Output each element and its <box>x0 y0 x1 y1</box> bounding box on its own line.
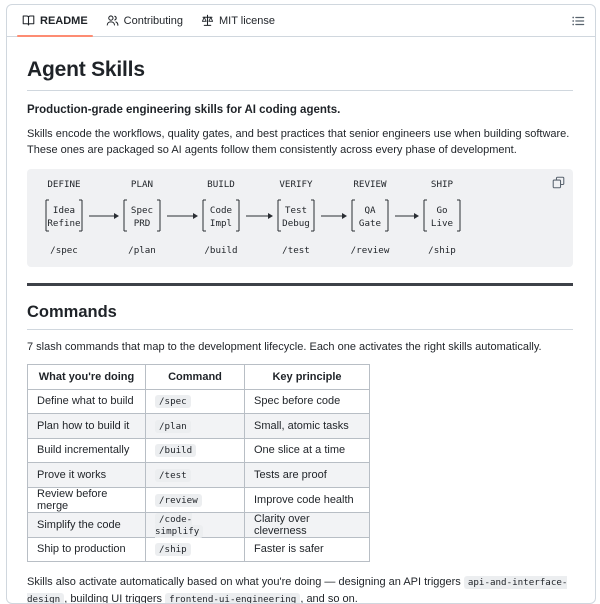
readme-panel <box>6 4 596 604</box>
tab-contributing-label: Contributing <box>123 14 183 27</box>
phase-box-line: Go <box>436 205 448 216</box>
phase-box-line: QA <box>364 205 376 216</box>
table-row <box>28 389 370 414</box>
phase-label: DEFINE <box>47 179 81 190</box>
commands-table <box>27 364 370 562</box>
description-paragraph: Skills encode the workflows, quality gates, and best practices that senior engineers use when building software. These ones are packaged so AI agents follow them consistently across every phase of development. <box>27 128 570 156</box>
principle-cell: Tests are proof <box>245 463 370 488</box>
activity-cell: Prove it works <box>28 463 146 488</box>
command-cell <box>146 487 245 512</box>
copy-icon[interactable] <box>552 176 565 189</box>
table-row <box>28 512 370 537</box>
skill-code-api: api-and-interface-design <box>27 577 568 604</box>
command-cell <box>146 438 245 463</box>
phase-box-line: Spec <box>130 205 154 216</box>
command-code: /test <box>155 469 191 482</box>
outro-text-1: Skills also activate automatically based on what you're doing — designing an API triggers <box>27 576 464 588</box>
column-header-activity: What you're doing <box>28 365 146 390</box>
command-cell <box>146 463 245 488</box>
lead-paragraph: Production-grade engineering skills for AI coding agents. <box>27 104 341 116</box>
phase-command: /build <box>204 245 238 256</box>
skill-code-frontend: frontend-ui-engineering <box>165 593 300 604</box>
flow-arrow-head <box>193 213 198 219</box>
commands-intro: 7 slash commands that map to the development lifecycle. Each one activates the right skills automatically. <box>27 341 542 353</box>
phase-box-line: Test <box>284 205 308 216</box>
command-cell <box>146 414 245 439</box>
flow-arrow-head <box>414 213 419 219</box>
auto-activation-paragraph <box>27 574 573 604</box>
law-scale-icon <box>201 14 214 27</box>
activity-cell: Ship to production <box>28 537 146 562</box>
flow-arrow-head <box>114 213 119 219</box>
flow-arrow-head <box>342 213 347 219</box>
activity-cell: Define what to build <box>28 389 146 414</box>
table-row <box>28 487 370 512</box>
phase-box-line: Idea <box>52 205 76 216</box>
outro-text-3: , and so on. <box>300 593 358 604</box>
table-row <box>28 537 370 562</box>
phase-label: SHIP <box>430 179 454 190</box>
phase-box-line: Impl <box>209 218 233 229</box>
phase-label: BUILD <box>207 179 235 190</box>
phase-command: /ship <box>428 245 456 256</box>
list-unordered-icon[interactable] <box>571 14 585 28</box>
book-icon <box>22 14 35 27</box>
tab-readme-label: README <box>40 14 88 27</box>
phase-command: /plan <box>128 245 156 256</box>
command-code: /review <box>155 494 202 507</box>
principle-cell: Improve code health <box>245 487 370 512</box>
people-icon <box>106 14 119 27</box>
table-row <box>28 463 370 488</box>
phase-box-line: Refine <box>47 218 81 229</box>
phase-command: /spec <box>50 245 78 256</box>
phase-label: PLAN <box>130 179 154 190</box>
flow-arrow-head <box>268 213 273 219</box>
command-code: /spec <box>155 395 191 408</box>
command-code: /ship <box>155 543 191 556</box>
tab-contributing[interactable] <box>97 5 192 36</box>
phase-label: VERIFY <box>279 179 313 190</box>
phase-box-line: Code <box>209 205 233 216</box>
principle-cell: Clarity over cleverness <box>245 512 370 537</box>
commands-heading: Commands <box>27 303 573 330</box>
tab-license[interactable] <box>192 5 284 36</box>
command-code: /build <box>155 444 196 457</box>
column-header-command: Command <box>146 365 245 390</box>
tab-readme[interactable] <box>13 5 97 36</box>
activity-cell: Plan how to build it <box>28 414 146 439</box>
phase-command: /test <box>282 245 310 256</box>
phase-label: REVIEW <box>353 179 387 190</box>
tab-license-label: MIT license <box>219 14 276 27</box>
principle-cell: One slice at a time <box>245 438 370 463</box>
activity-cell: Simplify the code <box>28 512 146 537</box>
readme-body <box>7 58 595 604</box>
pipeline-diagram <box>27 169 575 267</box>
pipeline-code-block <box>27 169 573 267</box>
section-divider <box>27 283 573 286</box>
command-cell <box>146 512 245 537</box>
column-header-principle: Key principle <box>245 365 370 390</box>
activity-cell: Review before merge <box>28 487 146 512</box>
table-row <box>28 438 370 463</box>
command-code: /code-simplify <box>155 513 203 538</box>
phase-command: /review <box>350 245 390 256</box>
activity-cell: Build incrementally <box>28 438 146 463</box>
outro-text-2: , building UI triggers <box>64 593 166 604</box>
readme-tab-bar <box>7 5 595 37</box>
phase-box-line: Gate <box>358 218 382 229</box>
table-row <box>28 414 370 439</box>
phase-box-line: Debug <box>282 218 310 229</box>
principle-cell: Spec before code <box>245 389 370 414</box>
table-header-row <box>28 365 370 390</box>
phase-box-line: Live <box>430 218 454 229</box>
command-code: /plan <box>155 420 191 433</box>
page-title: Agent Skills <box>27 58 573 91</box>
principle-cell: Small, atomic tasks <box>245 414 370 439</box>
command-cell <box>146 537 245 562</box>
command-cell <box>146 389 245 414</box>
phase-box-line: PRD <box>133 218 151 229</box>
principle-cell: Faster is safer <box>245 537 370 562</box>
